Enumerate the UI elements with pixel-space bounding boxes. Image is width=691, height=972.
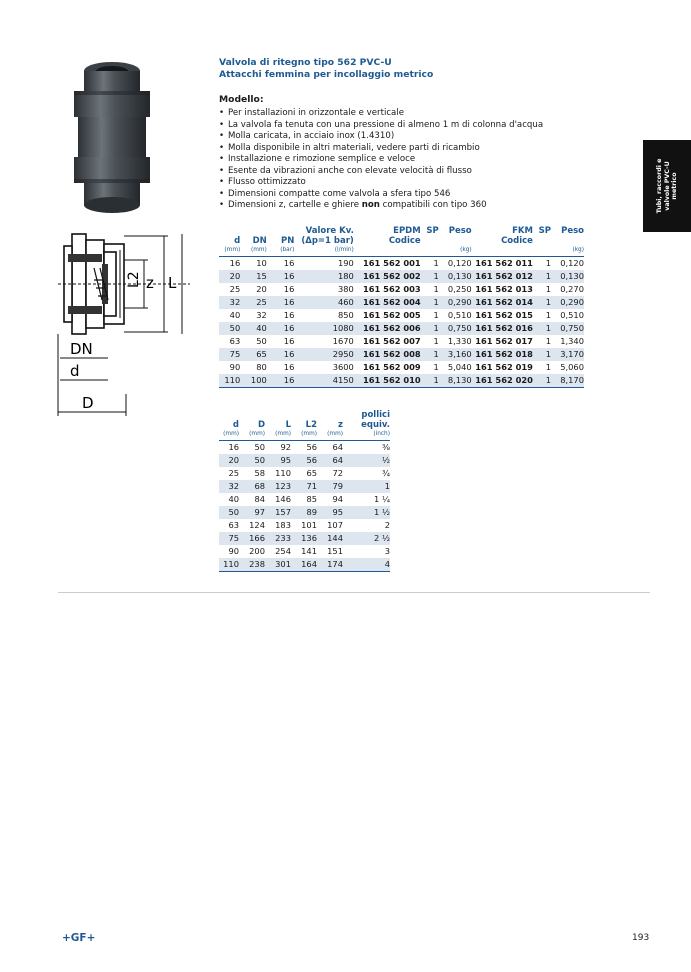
table-cell: 161 562 014	[472, 296, 533, 309]
table-cell: 0,750	[551, 322, 584, 335]
table-cell: 1	[545, 336, 551, 346]
feature-text: Dimensioni z, cartelle e ghiere	[228, 200, 362, 210]
table-cell: 136	[291, 532, 317, 545]
table-cell: 3,160	[439, 348, 472, 361]
unit-peso2: (kg)	[572, 247, 584, 253]
unit-L: (mm)	[275, 431, 291, 437]
table-cell: 95	[317, 506, 343, 519]
table-cell: ¾	[381, 468, 390, 478]
table-cell: 63	[228, 520, 239, 530]
unit-D: (mm)	[249, 431, 265, 437]
side-tab-line: metrico	[670, 172, 678, 200]
table-cell: 161 562 017	[475, 336, 533, 346]
table-cell: 0,130	[439, 270, 472, 283]
table-cell: 16	[267, 270, 295, 283]
model-heading: Modello:	[219, 94, 264, 105]
side-tab-line: Tubi, raccordi e	[655, 158, 663, 214]
table-cell: 166	[239, 532, 265, 545]
table-cell: 64	[317, 441, 343, 455]
table-cell: 1	[545, 362, 551, 372]
table-cell: 110	[219, 558, 239, 572]
table-cell: 0,290	[439, 296, 472, 309]
table-cell: 161 562 004	[354, 296, 421, 309]
table-cell: 75	[219, 348, 240, 361]
table-row	[219, 467, 390, 480]
table-cell: 1	[533, 257, 551, 271]
col-header-sp2: SP	[538, 226, 551, 236]
table-cell: 161 562 009	[362, 362, 421, 372]
unit-L2: (mm)	[301, 431, 317, 437]
table-cell: 5,060	[560, 362, 584, 372]
table-cell: 40	[228, 494, 239, 504]
table-cell: 56	[291, 441, 317, 455]
table-cell: 164	[291, 558, 317, 572]
unit-pn: (bar)	[280, 247, 295, 253]
table-cell: 64	[317, 454, 343, 467]
table-cell: 25	[228, 468, 239, 478]
feature-item: • La valvola fa tenuta con una pressione di almeno 1 m di colonna d'acqua	[219, 120, 543, 132]
unit-d: (mm)	[224, 247, 241, 253]
table-row	[219, 532, 390, 545]
table-cell: 50	[219, 322, 240, 335]
table-row	[219, 361, 584, 374]
table-cell: 1 ½	[343, 506, 390, 519]
table-row	[219, 493, 390, 506]
valve-dimension-diagram	[54, 224, 194, 424]
table-cell: 1	[433, 362, 439, 372]
col-header-peso: Peso	[448, 226, 472, 236]
table-cell: 16	[283, 310, 295, 320]
table-cell: 32	[219, 480, 239, 493]
table-cell: 0,510	[447, 310, 472, 320]
table-cell: 3600	[332, 362, 354, 372]
table-cell: 1080	[294, 322, 353, 335]
table-cell: 161 562 008	[354, 348, 421, 361]
product-code-table	[219, 226, 584, 388]
diagram-label-dn: DN	[70, 340, 93, 358]
table-row	[219, 454, 390, 467]
table-cell: 200	[249, 546, 265, 556]
table-cell: 5,040	[447, 362, 472, 372]
col-header-L: L	[285, 420, 291, 430]
feature-list	[219, 108, 543, 212]
table-cell: 0,750	[439, 322, 472, 335]
table-row	[219, 348, 584, 361]
table-cell: 20	[219, 454, 239, 467]
table-cell: 1	[343, 480, 390, 493]
table-cell: 1670	[332, 336, 354, 346]
table-cell: 1 ¼	[374, 494, 390, 504]
table-cell: 151	[327, 546, 343, 556]
table-cell: 16	[283, 336, 295, 346]
table-cell: 8,130	[439, 374, 472, 388]
table-cell: 65	[306, 468, 317, 478]
table-cell: 161 562 005	[362, 310, 421, 320]
table-cell: 16	[219, 441, 239, 455]
table-cell: 1	[421, 348, 439, 361]
table-cell: 84	[254, 494, 265, 504]
product-title	[219, 57, 433, 81]
unit-dn: (mm)	[250, 247, 267, 253]
table-cell: 124	[249, 520, 265, 530]
table-cell: 1	[433, 310, 439, 320]
table-cell: 107	[327, 520, 343, 530]
col-header-pollici: pollici equiv.	[361, 410, 390, 430]
table-row	[219, 309, 584, 322]
col-header-sp: SP	[426, 226, 439, 236]
table-cell: 90	[229, 362, 241, 372]
table-cell: 56	[291, 454, 317, 467]
table-cell: 174	[317, 558, 343, 572]
table-cell: 1,330	[447, 336, 472, 346]
table-cell: 92	[265, 441, 291, 455]
feature-item: • Dimensioni compatte come valvola a sfera tipo 546	[219, 189, 543, 201]
table-cell: 161 562 012	[472, 270, 533, 283]
table-cell: ⅜	[343, 441, 390, 455]
unit-pollici: (inch)	[373, 431, 390, 437]
table-cell: 0,250	[447, 284, 472, 294]
table-cell: 1	[421, 374, 439, 388]
col-header-d: d	[232, 420, 239, 430]
table-cell: 16	[283, 362, 295, 372]
table-cell: 1	[433, 284, 439, 294]
diagram-label-l2: L2	[126, 271, 142, 288]
diagram-label-z: z	[146, 274, 154, 292]
table-cell: 0,120	[439, 257, 472, 271]
section-side-tab	[643, 140, 691, 232]
unit-d: (mm)	[223, 431, 239, 437]
table-cell: 80	[256, 362, 267, 372]
feature-text: compatibili con tipo 360	[379, 200, 487, 210]
table-cell: 16	[219, 257, 240, 271]
table-cell: 1,340	[560, 336, 584, 346]
table-row	[219, 296, 584, 309]
table-cell: 123	[265, 480, 291, 493]
feature-item: • Molla caricata, in acciaio inox (1.4310)	[219, 131, 543, 143]
feature-item: • Esente da vibrazioni anche con elevate velocità di flusso	[219, 166, 543, 178]
table-cell: 1	[421, 296, 439, 309]
table-cell: 16	[267, 322, 295, 335]
table-cell: 40	[240, 322, 267, 335]
table-cell: 50	[256, 336, 267, 346]
table-cell: 110	[275, 468, 291, 478]
table-cell: 71	[291, 480, 317, 493]
unit-kv: (l/min)	[334, 247, 354, 253]
col-header-D: D	[257, 420, 265, 430]
table-cell: 2	[384, 520, 390, 530]
table-cell: 161 562 015	[475, 310, 533, 320]
table-cell: 8,170	[551, 374, 584, 388]
table-cell: 40	[229, 310, 241, 320]
table-cell: 180	[294, 270, 353, 283]
table-cell: 79	[317, 480, 343, 493]
table-cell: 20	[219, 270, 240, 283]
table-cell: 50	[239, 441, 265, 455]
table-cell: 233	[265, 532, 291, 545]
table-cell: 110	[219, 374, 240, 388]
page-number: 193	[632, 933, 650, 943]
table-cell: 254	[275, 546, 291, 556]
table-cell: 16	[267, 348, 295, 361]
table-cell: 1	[421, 257, 439, 271]
table-cell: 2 ½	[343, 532, 390, 545]
table-row	[219, 374, 584, 388]
table-cell: 183	[275, 520, 291, 530]
feature-item: • Per installazioni in orizzontale e verticale	[219, 108, 543, 120]
table-cell: 1	[533, 296, 551, 309]
table-cell: 25	[229, 284, 241, 294]
col-header-pn: PN	[281, 236, 295, 246]
table-cell: 380	[337, 284, 354, 294]
table-cell: 161 562 003	[362, 284, 421, 294]
table-cell: 0,290	[551, 296, 584, 309]
table-cell: 58	[254, 468, 265, 478]
feature-item: • Molla disponibile in altri materiali, vedere parti di ricambio	[219, 143, 543, 155]
table-cell: 161 562 016	[472, 322, 533, 335]
table-cell: ½	[343, 454, 390, 467]
table-cell: 161 562 019	[475, 362, 533, 372]
dimension-table	[219, 410, 390, 572]
col-header-epdm: EPDM Codice	[388, 226, 421, 246]
table-cell: 50	[239, 454, 265, 467]
table-row	[219, 322, 584, 335]
table-cell: 68	[239, 480, 265, 493]
table-row	[219, 257, 584, 271]
table-cell: 161 562 006	[354, 322, 421, 335]
table-cell: 190	[294, 257, 353, 271]
table-cell: 1	[433, 336, 439, 346]
table-cell: 0,510	[560, 310, 584, 320]
table-row	[219, 519, 390, 532]
table-row	[219, 283, 584, 296]
table-cell: 89	[291, 506, 317, 519]
unit-peso: (kg)	[460, 247, 472, 253]
col-header-dn: DN	[252, 236, 267, 246]
product-title-line1: Valvola di ritegno tipo 562 PVC-U	[219, 57, 392, 68]
table-cell: 25	[240, 296, 267, 309]
table-cell: 0,270	[560, 284, 584, 294]
table-cell: 1	[545, 310, 551, 320]
table-cell: 161 562 010	[354, 374, 421, 388]
col-header-peso2: Peso	[561, 226, 584, 236]
product-title-line2: Attacchi femmina per incollaggio metrico	[219, 69, 434, 80]
table-cell: 2950	[294, 348, 353, 361]
table-cell: 161 562 018	[472, 348, 533, 361]
table-cell: 161 562 007	[362, 336, 421, 346]
table-cell: 16	[267, 374, 295, 388]
col-header-kv: Valore Kv. (Δp=1 bar)	[301, 226, 354, 246]
table-cell: 161 562 002	[354, 270, 421, 283]
table-cell: 460	[294, 296, 353, 309]
table-cell: 32	[256, 310, 267, 320]
table-cell: 4	[343, 558, 390, 572]
table-cell: 65	[240, 348, 267, 361]
table-cell: 85	[306, 494, 317, 504]
col-header-fkm: FKM Codice	[501, 226, 533, 246]
table-cell: 100	[240, 374, 267, 388]
table-cell: 16	[267, 296, 295, 309]
diagram-label-d-small: d	[70, 362, 80, 380]
table-cell: 32	[219, 296, 240, 309]
feature-item: • Flusso ottimizzato	[219, 177, 543, 189]
table-cell: 16	[267, 257, 295, 271]
table-cell: 4150	[294, 374, 353, 388]
unit-z: (mm)	[327, 431, 343, 437]
table-cell: 72	[332, 468, 343, 478]
table-cell: 161 562 013	[475, 284, 533, 294]
table-cell: 1	[421, 270, 439, 283]
footer-divider	[58, 592, 650, 593]
table-row	[219, 558, 390, 572]
table-cell: 90	[228, 546, 239, 556]
table-cell: 94	[332, 494, 343, 504]
table-cell: 101	[301, 520, 317, 530]
table-cell: 146	[275, 494, 291, 504]
table-cell: 97	[239, 506, 265, 519]
table-cell: 238	[239, 558, 265, 572]
table-cell: 50	[219, 506, 239, 519]
table-cell: 16	[283, 284, 295, 294]
table-cell: 157	[265, 506, 291, 519]
col-header-z: z	[338, 420, 343, 430]
feature-item	[219, 200, 543, 212]
table-cell: 850	[337, 310, 354, 320]
table-row	[219, 480, 390, 493]
table-cell: 20	[256, 284, 267, 294]
feature-text-bold: non	[361, 200, 380, 210]
table-cell: 301	[265, 558, 291, 572]
table-row	[219, 335, 584, 348]
table-row	[219, 545, 390, 558]
table-cell: 15	[240, 270, 267, 283]
table-cell: 10	[240, 257, 267, 271]
col-header-L2: L2	[305, 420, 317, 430]
table-cell: 1	[533, 270, 551, 283]
table-cell: 144	[317, 532, 343, 545]
table-cell: 161 562 020	[472, 374, 533, 388]
table-cell: 1	[545, 284, 551, 294]
table-cell: 0,130	[551, 270, 584, 283]
table-cell: 1	[533, 322, 551, 335]
table-cell: 1	[421, 322, 439, 335]
table-cell: 141	[301, 546, 317, 556]
table-cell: 1	[533, 374, 551, 388]
table-cell: 161 562 001	[354, 257, 421, 271]
table-cell: 3	[384, 546, 390, 556]
diagram-label-l: L	[168, 274, 177, 292]
table-row	[219, 506, 390, 519]
table-cell: 161 562 011	[472, 257, 533, 271]
table-cell: 63	[229, 336, 241, 346]
table-cell: 75	[219, 532, 239, 545]
side-tab-line: valvole PVC-U	[663, 161, 671, 211]
table-cell: 1	[533, 348, 551, 361]
table-row	[219, 441, 390, 455]
table-cell: 95	[265, 454, 291, 467]
gf-logo: +GF+	[62, 932, 96, 944]
col-header-d: d	[234, 236, 241, 246]
table-row	[219, 270, 584, 283]
table-cell: 3,170	[551, 348, 584, 361]
feature-item: • Installazione e rimozione semplice e veloce	[219, 154, 543, 166]
table-cell: 0,120	[551, 257, 584, 271]
diagram-label-d-big: D	[82, 394, 94, 412]
valve-product-photo	[62, 58, 162, 220]
